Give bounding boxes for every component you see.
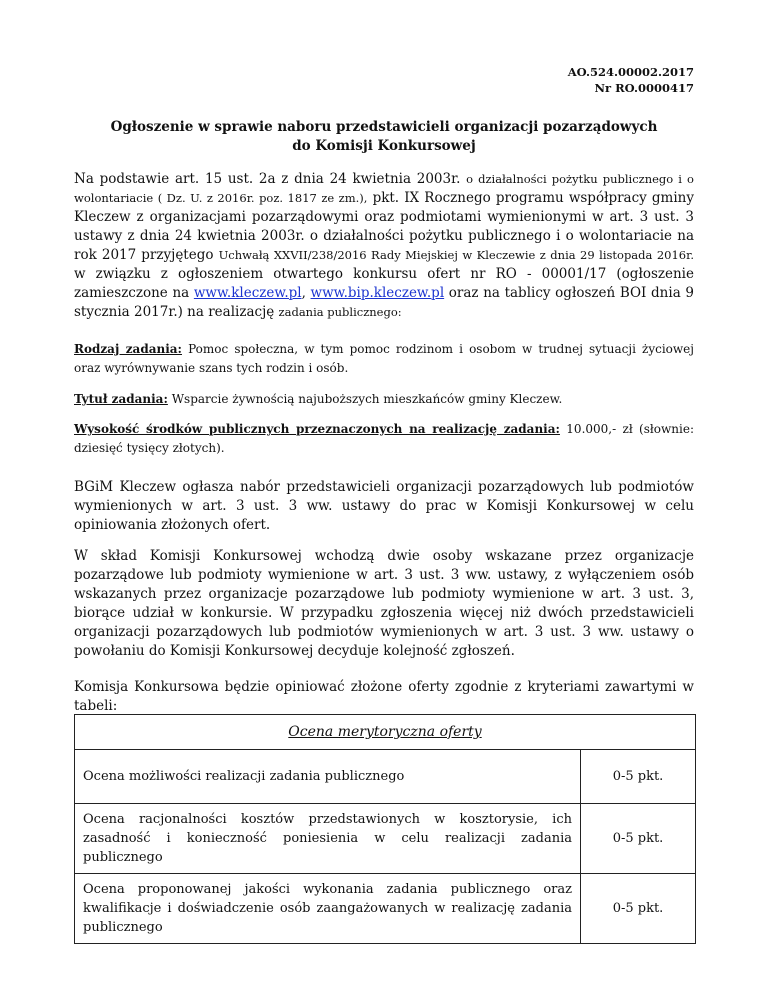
intro-text-b: o działalności pożytku publicznego i o wolontariacie ( Dz. U. z 2016r. poz. 1817 ze zm.), bbox=[74, 172, 694, 205]
funding-label: Wysokość środków publicznych przeznaczonych na realizację zadania: bbox=[74, 422, 560, 436]
intro-text-g: zadania publicznego: bbox=[278, 305, 402, 319]
criterion-cell: Ocena racjonalności kosztów przedstawionych w kosztorysie, ich zasadność i konieczność poniesienia w celu realizacji zadania publicznego bbox=[75, 804, 581, 874]
commission-composition-paragraph: W skład Komisji Konkursowej wchodzą dwie osoby wskazane przez organizacje pozarządowe lub podmioty wymienione w art. 3 ust. 3 ww. ustawy, z wyłączeniem osób wskazanych przez organizacje pozarządowe lub podmioty wymienione w art. 3 ust. 3, biorące udział w konkursie. W przypadku zgłoszenia więcej niż dwóch przedstawicieli organizacji pozarządowych lub podmiotów wymienionych w art. 3 ust. 3 ww. ustawy o powołaniu do Komisji Konkursowej decyduje kolejność zgłoszeń. bbox=[74, 548, 694, 659]
task-type-paragraph bbox=[74, 340, 694, 378]
reference-numbers bbox=[568, 64, 694, 96]
bgim-paragraph: BGiM Kleczew ogłasza nabór przedstawicieli organizacji pozarządowych lub podmiotów wymienionych w art. 3 ust. 3 ww. ustawy do prac w Komisji Konkursowej w celu opiniowania złożonych ofert. bbox=[74, 479, 694, 533]
score-cell: 0-5 pkt. bbox=[581, 874, 696, 944]
intro-text-d: Uchwałą XXVII/238/2016 Rady Miejskiej w Kleczewie z dnia 29 listopada 2016r. bbox=[218, 248, 694, 262]
document-title bbox=[74, 118, 694, 156]
table-row bbox=[75, 874, 696, 944]
criterion-cell: Ocena proponowanej jakości wykonania zadania publicznego oraz kwalifikacje i doświadczenie osób zaangażowanych w realizację zadania publicznego bbox=[75, 874, 581, 944]
task-title-paragraph bbox=[74, 390, 694, 409]
kleczew-website-link[interactable]: www.kleczew.pl bbox=[193, 285, 302, 301]
table-heading: Ocena merytoryczna oferty bbox=[75, 715, 696, 750]
bip-website-link[interactable]: www.bip.kleczew.pl bbox=[310, 285, 445, 301]
task-type-label: Rodzaj zadania: bbox=[74, 342, 182, 356]
table-header-row bbox=[75, 715, 696, 750]
table-row bbox=[75, 804, 696, 874]
title-line-1: Ogłoszenie w sprawie naboru przedstawicieli organizacji pozarządowych bbox=[110, 119, 658, 135]
intro-text-e: w związku z ogłoszeniem otwartego konkursu ofert nr RO - 00001/17 (ogłoszenie zamieszczone na bbox=[74, 266, 694, 301]
link-separator: , bbox=[301, 285, 306, 301]
funding-value: 10.000,- zł (słownie: dziesięć tysięcy złotych). bbox=[74, 422, 694, 455]
task-title-label: Tytuł zadania: bbox=[74, 392, 168, 406]
intro-text-a: Na podstawie art. 15 ust. 2a z dnia 24 kwietnia 2003r. bbox=[74, 171, 461, 187]
intro-text-c: pkt. IX Rocznego programu współpracy gminy Kleczew z organizacjami pozarządowymi oraz podmiotami wymienionymi w art. 3 ust. 3 ustawy z dnia 24 kwietnia 2003r. o działalności pożytku publicznego i o wolontariacie na rok 2017 przyjętego bbox=[74, 190, 694, 263]
reference-number: AO.524.00002.2017 bbox=[567, 65, 694, 79]
task-type-value: Pomoc społeczna, w tym pomoc rodzinom i osobom w trudnej sytuacji życiowej oraz wyrównywanie szans tych rodzin i osób. bbox=[74, 342, 694, 375]
score-cell: 0-5 pkt. bbox=[581, 750, 696, 804]
commission-criteria-paragraph: Komisja Konkursowa będzie opiniować złożone oferty zgodnie z kryteriami zawartymi w tabeli: bbox=[74, 679, 694, 714]
task-title-value: Wsparcie żywnością najuboższych mieszkańców gminy Kleczew. bbox=[171, 392, 563, 406]
table-row bbox=[75, 750, 696, 804]
funding-paragraph bbox=[74, 420, 694, 458]
criteria-table bbox=[74, 714, 696, 944]
criterion-cell: Ocena możliwości realizacji zadania publicznego bbox=[75, 750, 581, 804]
title-line-2: do Komisji Konkursowej bbox=[292, 138, 476, 154]
intro-paragraph bbox=[74, 170, 694, 322]
intro-text-f: oraz na tablicy ogłoszeń BOI dnia 9 stycznia 2017r.) na realizację bbox=[74, 285, 694, 320]
score-cell: 0-5 pkt. bbox=[581, 804, 696, 874]
registry-number: Nr RO.0000417 bbox=[594, 81, 694, 95]
